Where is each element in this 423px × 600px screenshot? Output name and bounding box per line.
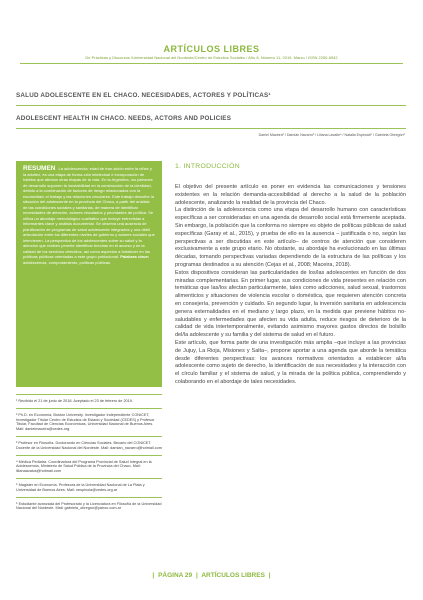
- page-footer: | PÁGINA 29 | ARTÍCULOS LIBRES |: [152, 572, 271, 579]
- body-paragraph: El objetivo del presente artículo es poner en evidencia las comunicaciones y tensiones existentes en la relación demanda-accesibilidad al derecho a la salud de la población adolescente, analizando la realidad de la provincia del Chaco.: [175, 184, 406, 206]
- header-divider: [20, 63, 403, 64]
- footnote-divider: [16, 478, 162, 479]
- keywords-label: Palabras clave:: [120, 254, 150, 259]
- title-divider: [16, 128, 406, 129]
- footnote: ⁵ Magister en Economía. Profesora de la Universidad Nacional de La Plata y Universidad de Buenos Aires. Mail: nespinola@cedes.org.ar: [16, 482, 145, 492]
- footnote: ² Ph.D. en Economía, Boston University. Investigador Independiente CONICET, Investigador Titular Centro de Estudios de Estado y Sociedad (CEDES) y Profesor Titular, Facultad de Ciencias Económicas, Universidad Nacional de Buenos Aires. Mail: danielmaceira@cedes.org.: [16, 412, 155, 432]
- body-paragraph: Este artículo, que forma parte de una investigación más amplia –que incluye a las provincias de Jujuy, La Rioja, Misiones y Salta–, propone aportar a una agenda que aborde la temática desde diferentes perspectivas: los avances normativos orientados a establecer al/la adolescente como sujeto de derecho, la identificación de sus necesidades y la interacción con el círculo familiar y el sistema de salud, y la mirada de la política pública, comprendiendo y colaborando en el abordaje de tales necesidades.: [175, 339, 406, 385]
- body-paragraph: Estos dispositivos consideran las particularidades de los/las adolescentes en función de dos miradas complementarias. En primer lugar, sus condiciones de vida presentes en relación con temáticas que las/los afectan particularmente, tales como adicciones, salud sexual, trastornos alimenticios y situaciones de violencia escolar o doméstica, que requieren atención concreta en consejería, prevención y cuidado. En segundo lugar, la inversión sanitaria en adolescencia genera externalidades en el mediano y largo plazo, en la medida que previene hábitos no-saludables y enfermedades que afecten su vida adulta, reduce riesgos de deterioro de la calidad de vida intertemporalmente, evitando asimismo mayores gastos directos de bolsillo del/la adolescente y su familia y del sistema de salud en el futuro.: [175, 269, 406, 339]
- journal-title: ARTÍCULOS LIBRES: [163, 44, 260, 54]
- authors-line: Daniel Maceira² / Damián Navarro³ / Liliana Lavalle⁴ / Natalia Espinola⁵ / Gabriela Obregón⁶: [258, 133, 405, 137]
- page-number: PÁGINA 29: [158, 572, 193, 579]
- section-heading: 1. INTRODUCCIÓN: [175, 163, 240, 170]
- abstract-label: RESUMEN: [23, 165, 56, 172]
- keywords-text: adolescencia, comportamiento, políticas públicas.: [23, 259, 112, 265]
- section-body: [175, 184, 406, 387]
- abstract-text: La adolescencia, edad de tran-sición entre la niñez y la adultez, es una etapa de forma-ción intelectual e incorporación de hábitos que afectan otras etapas de la vida. En la Argentina, los patrones de desarrollo suponen la inestabilidad en la construcción de la identidad, debido a la combinación de factores de riesgo relacionados con la escolaridad, el trabajo y las relaciones vinculares. Este trabajo describe la situación del adolescente en la provincia del Chaco, a partir del análisis de las condiciones sociales y sanitarias, de manera de identificar necesidades de atención, actores vinculados y prioridades de política. Se utiliza un abordaje metodológico cualitativo que incluye entrevistas a informantes clave y análisis documental. Se observa una ausencia de planificación de programas de salud adolescente integrados y una débil articulación entre los diferentes niveles de gobierno y actores sociales que intervienen. La perspectiva de los adolescentes sobre su salud y la atención que reciben permite identificar brechas en el acceso y en la calidad de los servicios ofrecidos, así como aspectos a fortalecer en las políticas públicas orientadas a este grupo poblacional.: [23, 166, 155, 259]
- footnote: ⁴ Médica Pediatra. Coordinadora del Programa Provincial de Salud Integral en la Adolescencia, Ministerio de Salud Pública de la Provincia del Chaco. Mail: lilianaavalos@hotmail.com: [16, 459, 152, 474]
- footer-journal: ARTÍCULOS LIBRES: [201, 572, 265, 579]
- footnote-divider: [16, 408, 162, 409]
- footnote-divider: [16, 436, 162, 437]
- abstract-box: [16, 161, 162, 387]
- footnote-divider: [16, 394, 162, 395]
- footnote-divider: [16, 497, 162, 498]
- title-divider: [16, 105, 406, 106]
- body-paragraph: La distinción de la adolescencia como una etapa del desarrollo humano con características específicas a ser consideradas en una agenda de desarrollo social está firmemente aceptada. Sin embargo, la población que la conforma no siempre es objeto de políticas públicas de salud específicas (Garay et al., 2015), y prueba de ello es la ausencia – justificada o no, según las perspectivas a ser discutidas en este artículo– de centros de atención que consideren exclusivamente a este grupo etario. No obstante, su abordaje ha evolucionado en las últimas décadas, tomando perspectivas variadas dependiendo de la estructura de las políticas y los programas destinados a su atención (Cejas et al., 2008; Maceira, 2018).: [175, 207, 406, 268]
- footnote: ⁶ Estudiante avanzada del Profesorado y la Licenciatura en Filosofía de la Universidad Nacional del Nordeste. Mail: gabriela_obregon@yahoo.com.ar: [16, 501, 162, 511]
- footnote: ³ Profesor en Filosofía. Doctorando en Ciencias Sociales. Becario del CONICET. Docente de la Universidad Nacional del Nordeste. Mail: damian_navarro@hotmail.com: [16, 440, 162, 450]
- article-title-english: ADOLESCENT HEALTH IN CHACO. NEEDS, ACTORS AND POLICIES: [16, 115, 232, 122]
- footnotes: [16, 391, 162, 515]
- article-title-spanish: SALUD ADOLESCENTE EN EL CHACO. NECESIDADES, ACTORES Y POLÍTICAS¹: [16, 92, 271, 99]
- journal-subtitle: De Prácticas y Discursos /Universidad Nacional del Nordeste/Centro de Estudios Sociales / Año 8, Número 11, 2019, Marzo / ISSN 2250-6942: [85, 55, 338, 60]
- footnote-divider: [16, 455, 162, 456]
- footnote: ¹ Recibido el 21 de junio de 2018. Aceptado el 23 de febrero de 2019.: [16, 399, 133, 403]
